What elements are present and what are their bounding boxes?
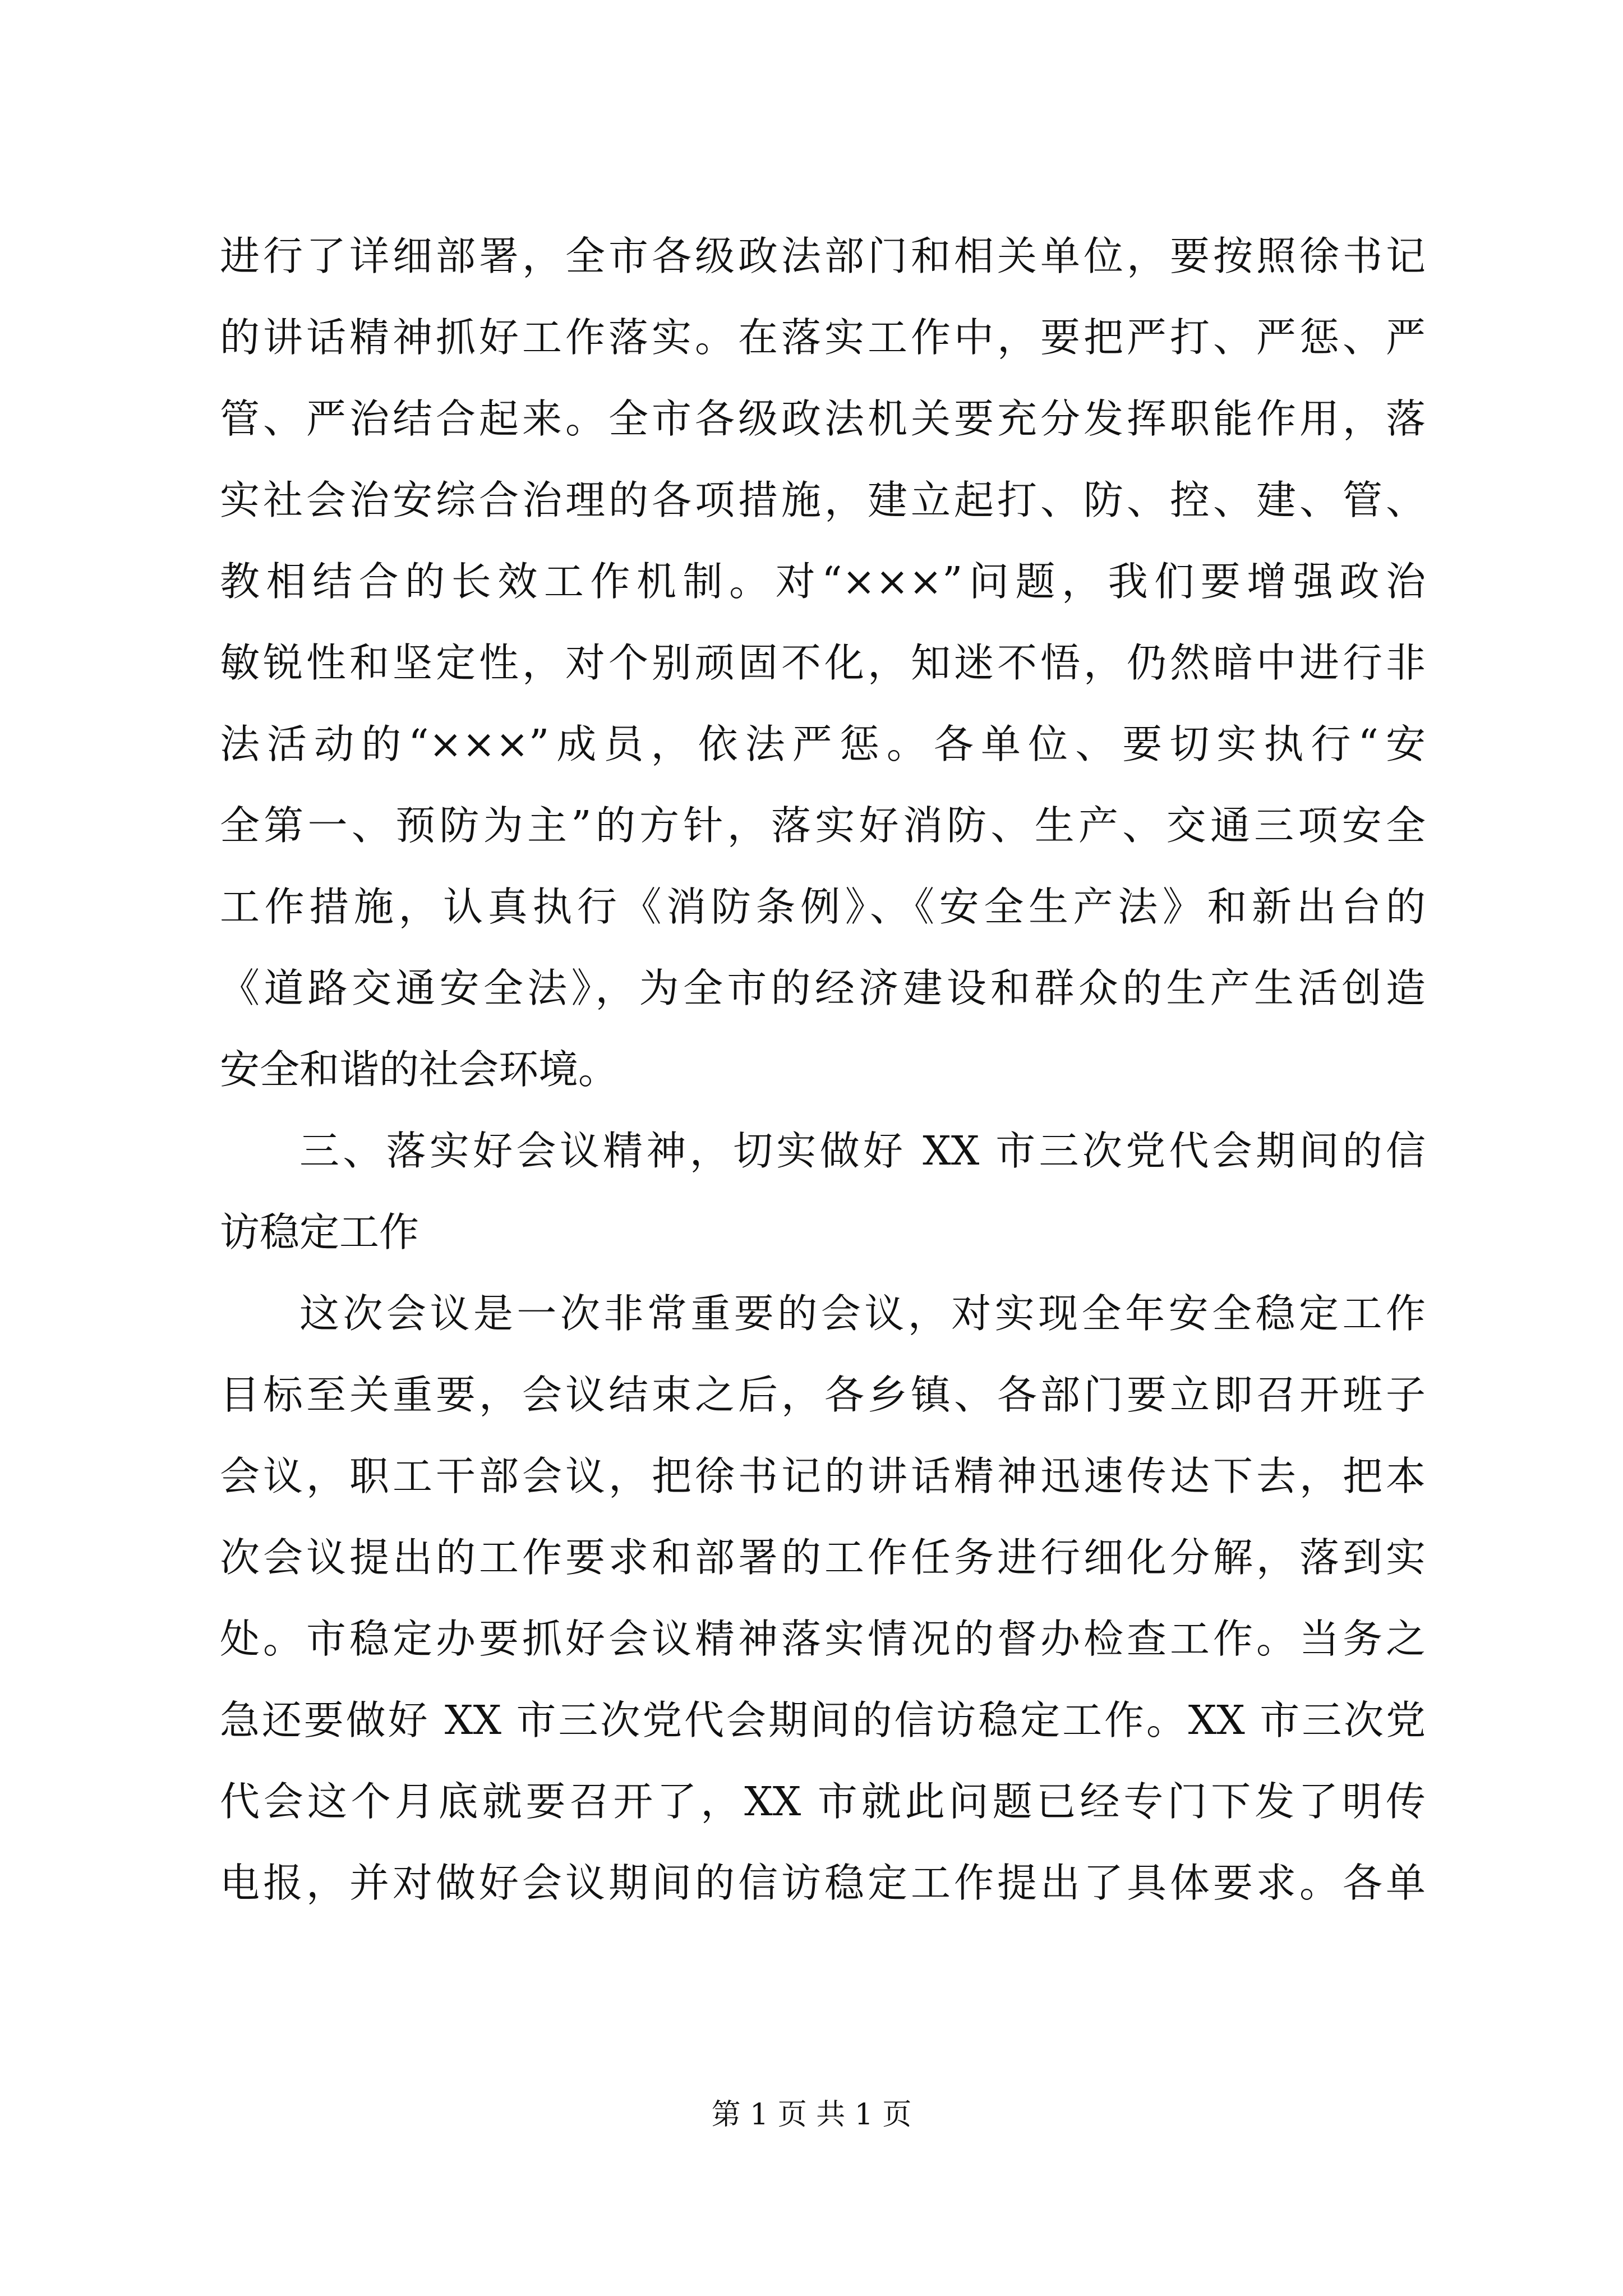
text-line: 《道路交通安全法》，为全市的经济建设和群众的生产生活创造 <box>220 965 1426 1011</box>
text-line: 实社会治安综合治理的各项措施，建立起打、防、控、建、管、 <box>220 477 1426 523</box>
text-line: 访稳定工作 <box>220 1209 419 1255</box>
text-line: 会议，职工干部会议，把徐书记的讲话精神迅速传达下去，把本 <box>220 1453 1426 1499</box>
text-line: 代会这个月底就要召开了，XX 市就此问题已经专门下发了明传 <box>220 1778 1426 1825</box>
text-line: 安全和谐的社会环境。 <box>220 1046 619 1093</box>
text-line: 急还要做好 XX 市三次党代会期间的信访稳定工作。XX 市三次党 <box>220 1697 1426 1743</box>
text-line: 这次会议是一次非常重要的会议，对实现全年安全稳定工作 <box>299 1290 1426 1337</box>
text-line: 管、严治结合起来。全市各级政法机关要充分发挥职能作用，落 <box>220 395 1426 442</box>
text-line: 全第一、预防为主”的方针，落实好消防、生产、交通三项安全 <box>220 802 1426 849</box>
text-line: 处。市稳定办要抓好会议精神落实情况的督办检查工作。当务之 <box>220 1616 1426 1662</box>
text-line: 目标至关重要，会议结束之后，各乡镇、各部门要立即召开班子 <box>220 1372 1426 1418</box>
page-footer: 第 1 页 共 1 页 <box>711 2098 912 2132</box>
text-line: 工作措施，认真执行《消防条例》、《安全生产法》和新出台的 <box>220 884 1426 930</box>
text-line: 进行了详细部署，全市各级政法部门和相关单位，要按照徐书记 <box>220 233 1426 279</box>
text-line: 三、落实好会议精神，切实做好 XX 市三次党代会期间的信 <box>299 1128 1426 1174</box>
body-text <box>220 215 1426 1924</box>
text-line: 电报，并对做好会议期间的信访稳定工作提出了具体要求。各单 <box>220 1860 1426 1906</box>
text-line: 教相结合的长效工作机制。对“×××”问题，我们要增强政治 <box>220 558 1426 605</box>
text-line: 次会议提出的工作要求和部署的工作任务进行细化分解，落到实 <box>220 1534 1426 1581</box>
text-line: 的讲话精神抓好工作落实。在落实工作中，要把严打、严惩、严 <box>220 314 1426 361</box>
text-line: 法活动的“×××”成员，依法严惩。各单位、要切实执行“安 <box>220 721 1426 767</box>
text-line: 敏锐性和坚定性，对个别顽固不化，知迷不悟，仍然暗中进行非 <box>220 639 1426 686</box>
